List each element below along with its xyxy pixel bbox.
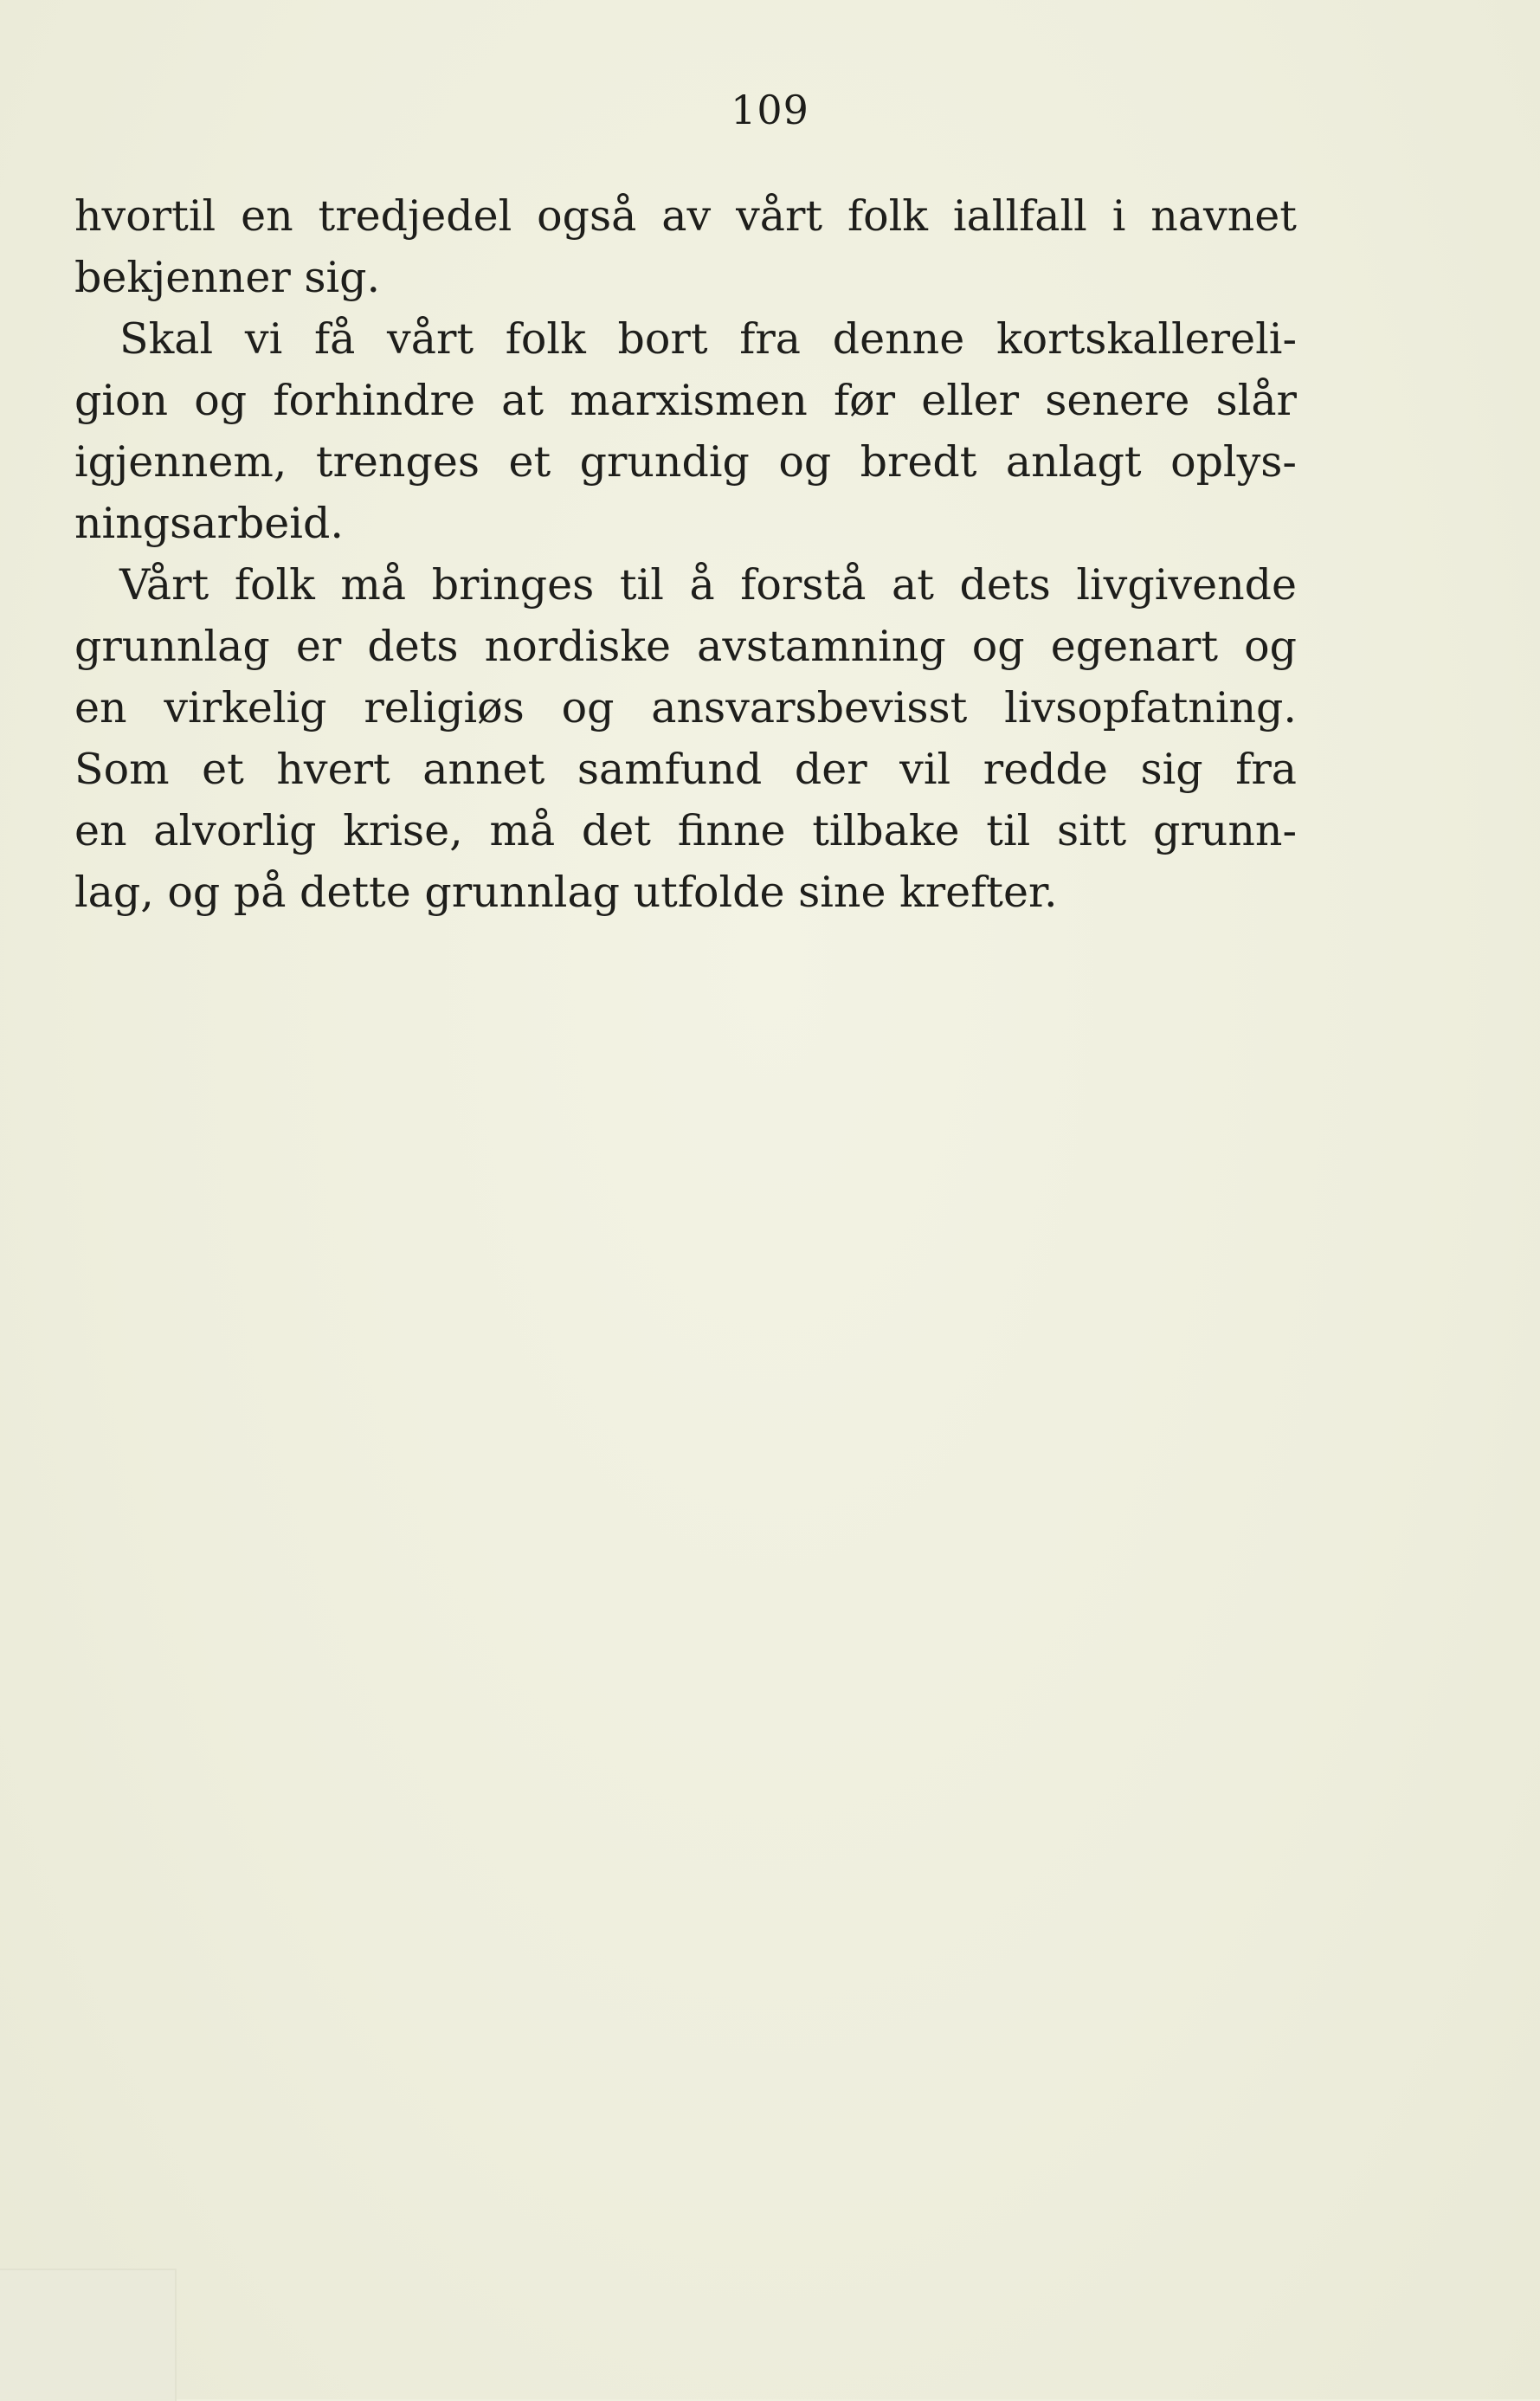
paper-corner-mark xyxy=(0,2269,177,2401)
text-line: en virkelig religiøs og ansvarsbevisst livsopfatning. xyxy=(74,683,1297,733)
text-line: lag, og på dette grunnlag utfolde sine krefter. xyxy=(74,868,1058,917)
text-line: Vårt folk må bringes til å forstå at dets livgivende xyxy=(119,560,1297,610)
text-line: gion og forhindre at marxismen før eller senere slår xyxy=(74,376,1297,425)
text-line: bekjenner sig. xyxy=(74,253,381,302)
text-line: Skal vi få vårt folk bort fra denne kortskallereli- xyxy=(119,314,1297,364)
text-line: igjennem, trenges et grundig og bredt anlagt oplys- xyxy=(74,437,1297,487)
text-line: hvortil en tredjedel også av vårt folk iallfall i navnet xyxy=(74,191,1297,241)
page-number: 109 xyxy=(731,87,809,133)
text-line: grunnlag er dets nordiske avstamning og egenart og xyxy=(74,622,1297,671)
body-text xyxy=(74,185,1297,923)
text-line: en alvorlig krise, må det finne tilbake til sitt grunn- xyxy=(74,806,1297,855)
text-line: ningsarbeid. xyxy=(74,499,344,548)
text-line: Som et hvert annet samfund der vil redde sig fra xyxy=(74,745,1297,794)
